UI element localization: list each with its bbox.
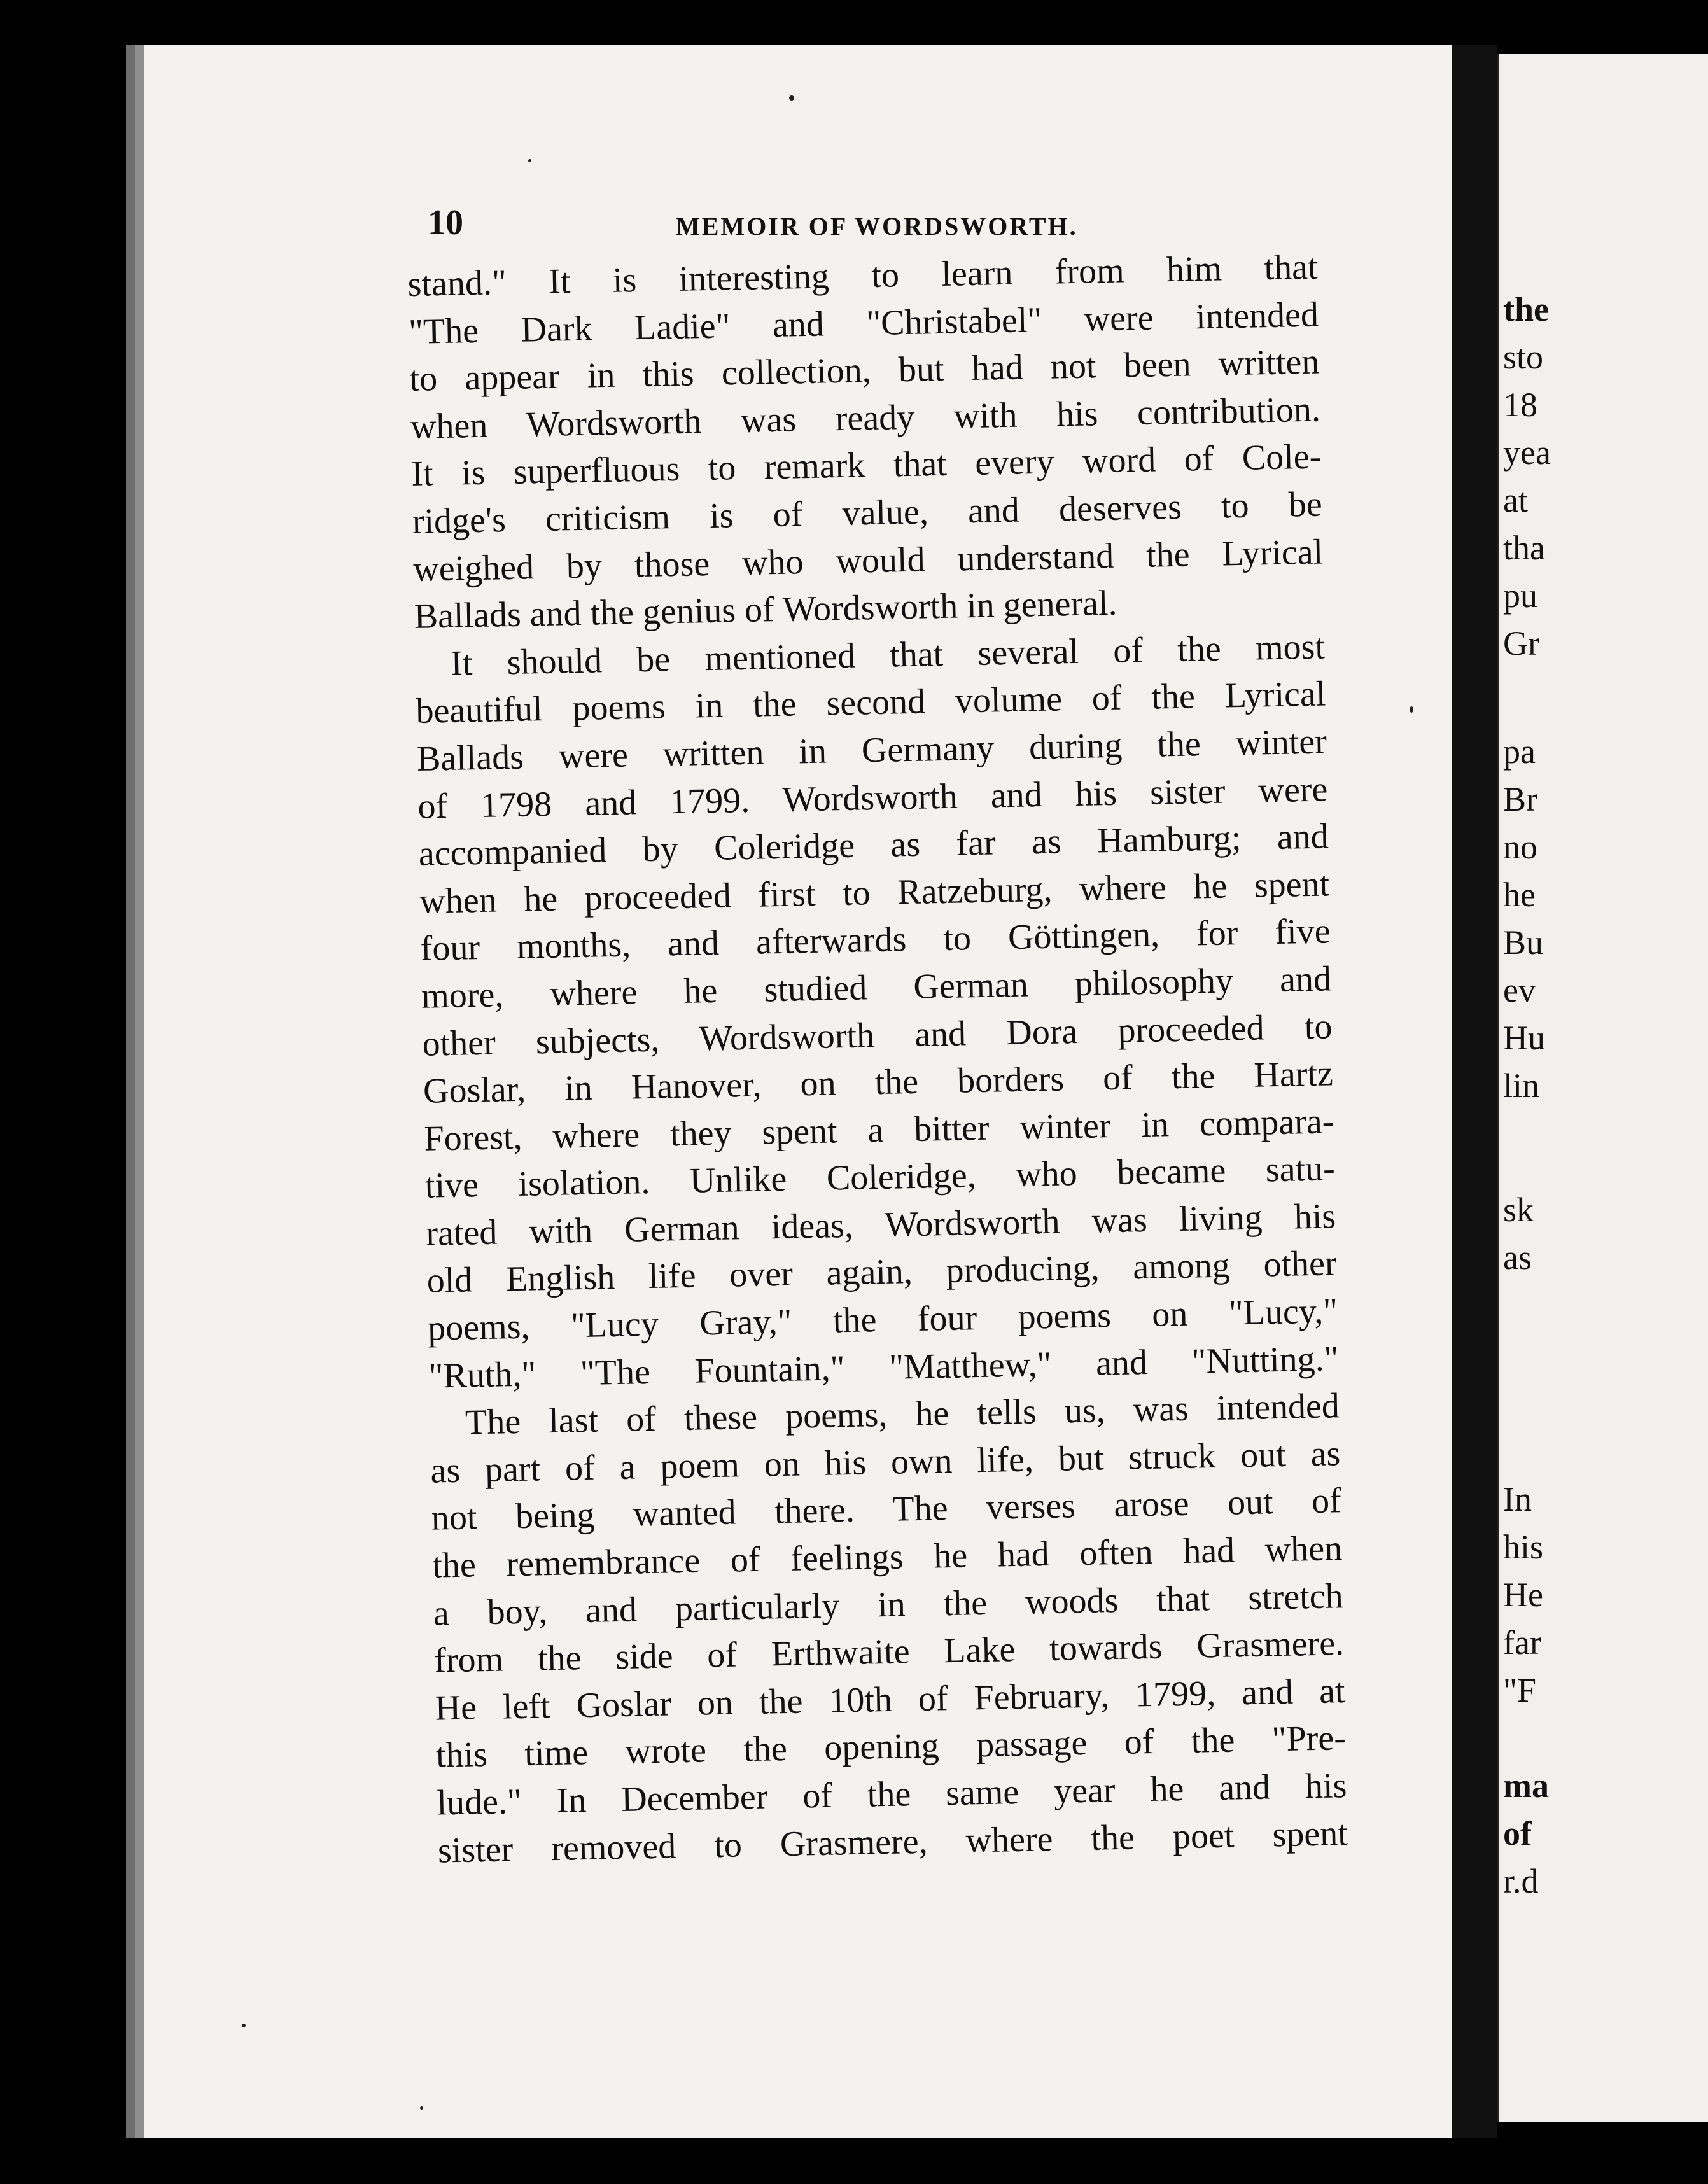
text-line: from the side of Erthwaite Lake towards Grasmere. — [433, 1623, 1345, 1681]
facing-page-fragment: "F — [1503, 1671, 1537, 1709]
text-line: It is superfluous to remark that every word of Cole- — [410, 437, 1322, 494]
text-line: of 1798 and 1799. Wordsworth and his sister were — [417, 769, 1328, 827]
text-line: Ballads were written in Germany during the winter — [416, 722, 1327, 779]
text-line: "Ruth," "The Fountain," "Matthew," and "Nutting." — [428, 1338, 1339, 1396]
running-head: MEMOIR OF WORDSWORTH. — [676, 212, 1078, 241]
text-line: Ballads and the genius of Wordsworth in general. — [414, 583, 1118, 637]
text-line: stand." It is interesting to learn from him that — [407, 247, 1319, 304]
scan-speck — [1410, 706, 1413, 713]
text-line: It should be mentioned that several of the most — [450, 627, 1326, 683]
text-line: rated with German ideas, Wordsworth was living his — [425, 1196, 1336, 1254]
facing-page-fragment: at — [1503, 481, 1528, 519]
book-gutter — [1452, 45, 1497, 2138]
facing-page-fragment: far — [1503, 1623, 1541, 1662]
facing-page-fragment: Br — [1503, 780, 1537, 818]
facing-page-fragment: ev — [1503, 971, 1536, 1009]
text-line: not being wanted there. The verses arose out of — [431, 1481, 1342, 1539]
text-line: as part of a poem on his own life, but struck out as — [430, 1434, 1341, 1491]
facing-page-fragment: sk — [1503, 1191, 1534, 1229]
text-line: other subjects, Wordsworth and Dora proceeded to — [422, 1006, 1333, 1064]
body-text — [407, 244, 1348, 1875]
text-line: beautiful poems in the second volume of the Lyrical — [416, 674, 1326, 732]
text-line: when Wordsworth was ready with his contribution. — [410, 389, 1321, 447]
facing-page-fragment: Gr — [1503, 624, 1539, 662]
text-line: "The Dark Ladie" and "Christabel" were intended — [408, 295, 1319, 352]
text-line: The last of these poems, he tells us, was intended — [465, 1386, 1340, 1443]
facing-page-fragment: tha — [1503, 529, 1545, 567]
text-line: lude." In December of the same year he and his — [436, 1766, 1347, 1823]
facing-page-fragment: lin — [1503, 1067, 1540, 1105]
facing-page-fragment: his — [1503, 1528, 1544, 1566]
scan-speck — [242, 2024, 246, 2027]
text-line: when he proceeded first to Ratzeburg, where he spent — [419, 864, 1330, 921]
text-line: ridge's criticism is of value, and deserves to be — [412, 484, 1323, 542]
text-line: tive isolation. Unlike Coleridge, who became satu- — [424, 1149, 1336, 1207]
facing-page-fragment: he — [1503, 876, 1536, 914]
text-line: four months, and afterwards to Göttingen, for five — [420, 911, 1331, 969]
text-line: He left Goslar on the 10th of February, 1799, and at — [435, 1670, 1346, 1728]
text-line: to appear in this collection, but had not been written — [409, 342, 1320, 400]
facing-page-fragment: pu — [1503, 577, 1537, 615]
facing-page-fragment: In — [1503, 1480, 1532, 1518]
facing-page-fragment: Hu — [1503, 1019, 1545, 1057]
facing-page-fragment: 18 — [1503, 386, 1537, 424]
facing-page-fragment: no — [1503, 828, 1537, 866]
facing-page-fragment: Bu — [1503, 923, 1544, 962]
text-line: more, where he studied German philosophy and — [421, 959, 1332, 1016]
facing-page-fragment: the — [1503, 290, 1549, 328]
facing-page-fragment: as — [1503, 1238, 1532, 1277]
text-line: a boy, and particularly in the woods that stretch — [433, 1576, 1344, 1634]
text-line: accompanied by Coleridge as far as Hamburg; and — [418, 816, 1329, 874]
scan-speck — [528, 159, 531, 162]
facing-page-fragment: of — [1503, 1814, 1532, 1852]
text-line: the remembrance of feelings he had often had when — [431, 1529, 1343, 1586]
text-line: sister removed to Grasmere, where the poet spent — [437, 1813, 1348, 1871]
text-line: weighed by those who would understand the Lyrical — [412, 532, 1324, 589]
facing-page-fragment: r.d — [1503, 1862, 1539, 1900]
text-line: poems, "Lucy Gray," the four poems on "Lucy," — [427, 1291, 1338, 1348]
scan-speck — [789, 95, 794, 101]
facing-page-fragment: sto — [1503, 338, 1544, 376]
facing-page-fragment: ma — [1503, 1767, 1549, 1805]
text-line: Forest, where they spent a bitter winter in compara- — [423, 1101, 1334, 1159]
facing-page-fragment: He — [1503, 1576, 1543, 1614]
facing-page-fragment: pa — [1503, 732, 1536, 771]
facing-page-fragment: yea — [1503, 433, 1551, 472]
text-line: old English life over again, producing, among other — [426, 1243, 1338, 1301]
page-number: 10 — [428, 203, 463, 242]
text-line: Goslar, in Hanover, on the borders of the Hartz — [423, 1054, 1334, 1111]
text-line: this time wrote the opening passage of the "Pre- — [435, 1718, 1347, 1775]
scan-speck — [420, 2106, 423, 2110]
